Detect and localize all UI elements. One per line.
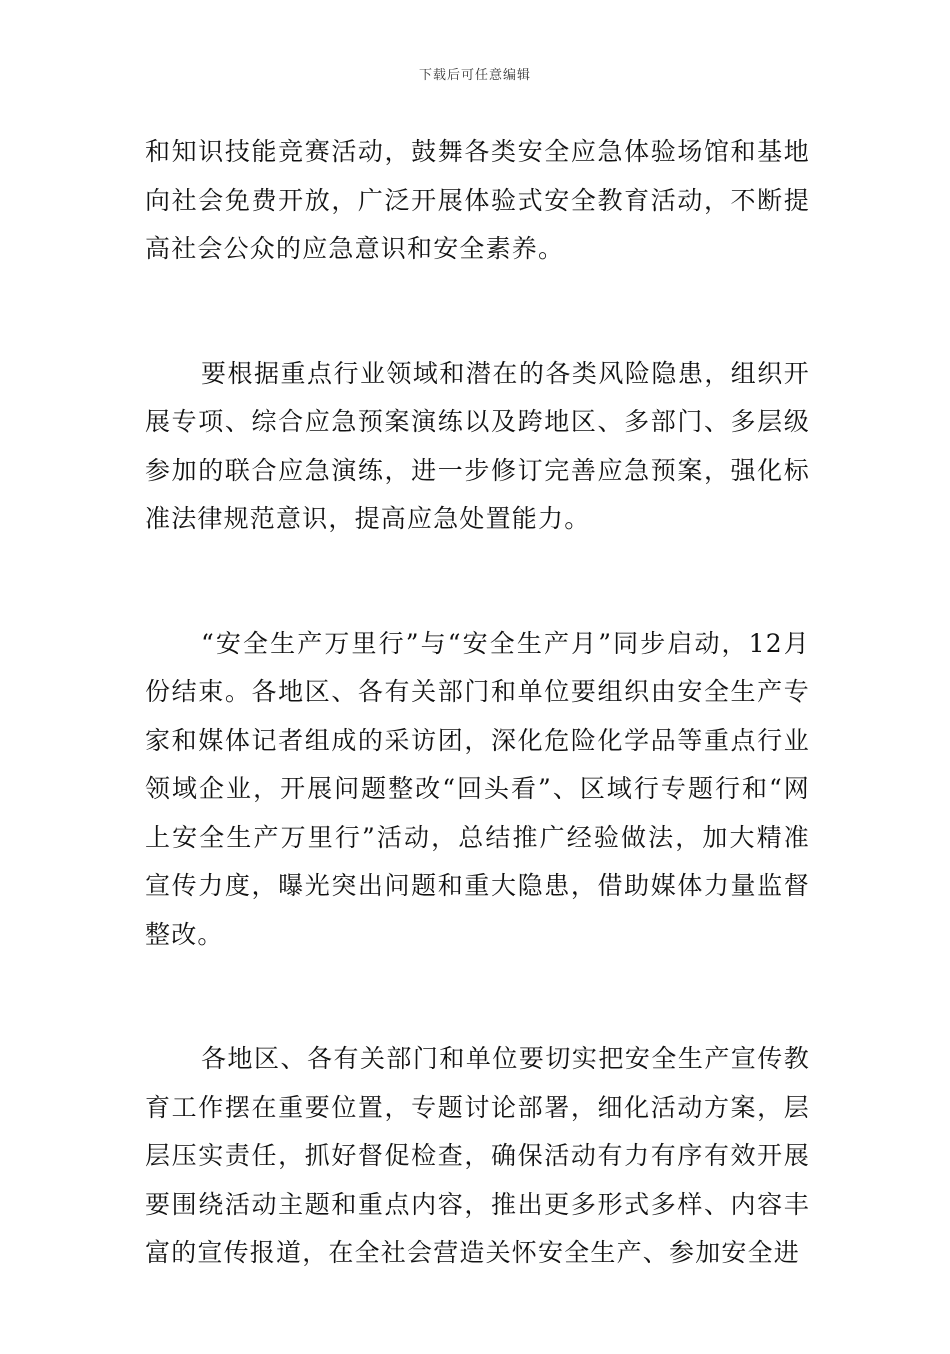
paragraph-2: 要根据重点行业领域和潜在的各类风险隐患，组织开展专项、综合应急预案演练以及跨地区、多部门、多层级参加的联合应急演练，进一步修订完善应急预案，强化标准法律规范意识，提高应急处置能力。 bbox=[145, 358, 810, 533]
document-body bbox=[145, 128, 810, 1354]
header-note: 下载后可任意编辑 bbox=[418, 68, 531, 83]
paragraph-1: 和知识技能竞赛活动，鼓舞各类安全应急体验场馆和基地向社会免费开放，广泛开展体验式安全教育活动，不断提高社会公众的应急意识和安全素养。 bbox=[145, 137, 810, 263]
paragraph-3: “安全生产万里行”与“安全生产月”同步启动，12月份结束。各地区、各有关部门和单位要组织由安全生产专家和媒体记者组成的采访团，深化危险化学品等重点行业领域企业，开展问题整改“回头看”、区域行专题行和“网上安全生产万里行”活动，总结推广经验做法，加大精准宣传力度，曝光突出问题和重大隐患，借助媒体力量监督整改。 bbox=[145, 628, 810, 949]
paragraph-4: 各地区、各有关部门和单位要切实把安全生产宣传教育工作摆在重要位置，专题讨论部署，细化活动方案，层层压实责任，抓好督促检查，确保活动有力有序有效开展要围绕活动主题和重点内容，推出更多形式多样、内容丰富的宣传报道，在全社会营造关怀安全生产、参加安全进 bbox=[145, 1044, 810, 1267]
